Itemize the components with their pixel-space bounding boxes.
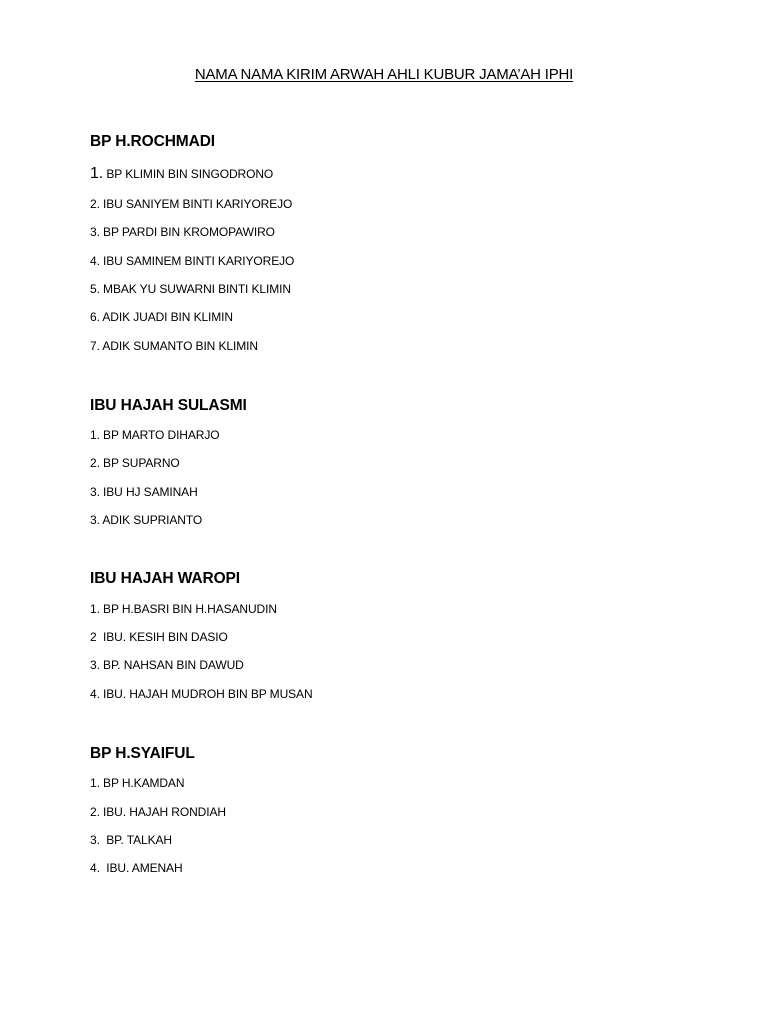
list-item: 3. BP. TALKAH bbox=[90, 833, 172, 847]
list-item: 2. IBU SANIYEM BINTI KARIYOREJO bbox=[90, 197, 293, 211]
list-item: 3. BP PARDI BIN KROMOPAWIRO bbox=[90, 225, 275, 239]
list-item: 7. ADIK SUMANTO BIN KLIMIN bbox=[90, 339, 258, 353]
section-ibu-hajah-sulasmi bbox=[90, 397, 710, 527]
list-item-number: 1. bbox=[90, 165, 104, 182]
section-bp-h-rochmadi bbox=[90, 133, 710, 353]
list-item: 3. ADIK SUPRIANTO bbox=[90, 513, 203, 527]
list-item: 1. BP H.BASRI BIN H.HASANUDIN bbox=[90, 602, 277, 616]
list-item: 2 IBU. KESIH BIN DASIO bbox=[90, 630, 228, 644]
section-heading: BP H.ROCHMADI bbox=[90, 133, 216, 150]
list-item: 6. ADIK JUADI BIN KLIMIN bbox=[90, 310, 233, 324]
list-item: 2. IBU. HAJAH RONDIAH bbox=[90, 805, 226, 819]
section-heading: IBU HAJAH SULASMI bbox=[90, 397, 247, 414]
document-title: NAMA NAMA KIRIM ARWAH AHLI KUBUR JAMA’AH IPHI bbox=[194, 66, 574, 83]
list-item: 3. IBU HJ SAMINAH bbox=[90, 485, 198, 499]
list-item: 4. IBU. AMENAH bbox=[90, 861, 183, 875]
list-item: 1. BP H.KAMDAN bbox=[90, 776, 185, 790]
list-item: 1. BP MARTO DIHARJO bbox=[90, 428, 220, 442]
list-item: 5. MBAK YU SUWARNI BINTI KLIMIN bbox=[90, 282, 291, 296]
list-item: 4. IBU. HAJAH MUDROH BIN BP MUSAN bbox=[90, 687, 313, 701]
list-item: 3. BP. NAHSAN BIN DAWUD bbox=[90, 658, 244, 672]
list-item: 2. BP SUPARNO bbox=[90, 456, 180, 470]
section-ibu-hajah-waropi bbox=[90, 570, 710, 701]
section-bp-h-syaiful bbox=[90, 745, 710, 875]
section-heading: BP H.SYAIFUL bbox=[90, 745, 195, 762]
list-item-text: BP KLIMIN BIN SINGODRONO bbox=[106, 167, 274, 181]
section-heading: IBU HAJAH WAROPI bbox=[90, 570, 240, 587]
list-item bbox=[90, 165, 273, 183]
list-item: 4. IBU SAMINEM BINTI KARIYOREJO bbox=[90, 254, 295, 268]
